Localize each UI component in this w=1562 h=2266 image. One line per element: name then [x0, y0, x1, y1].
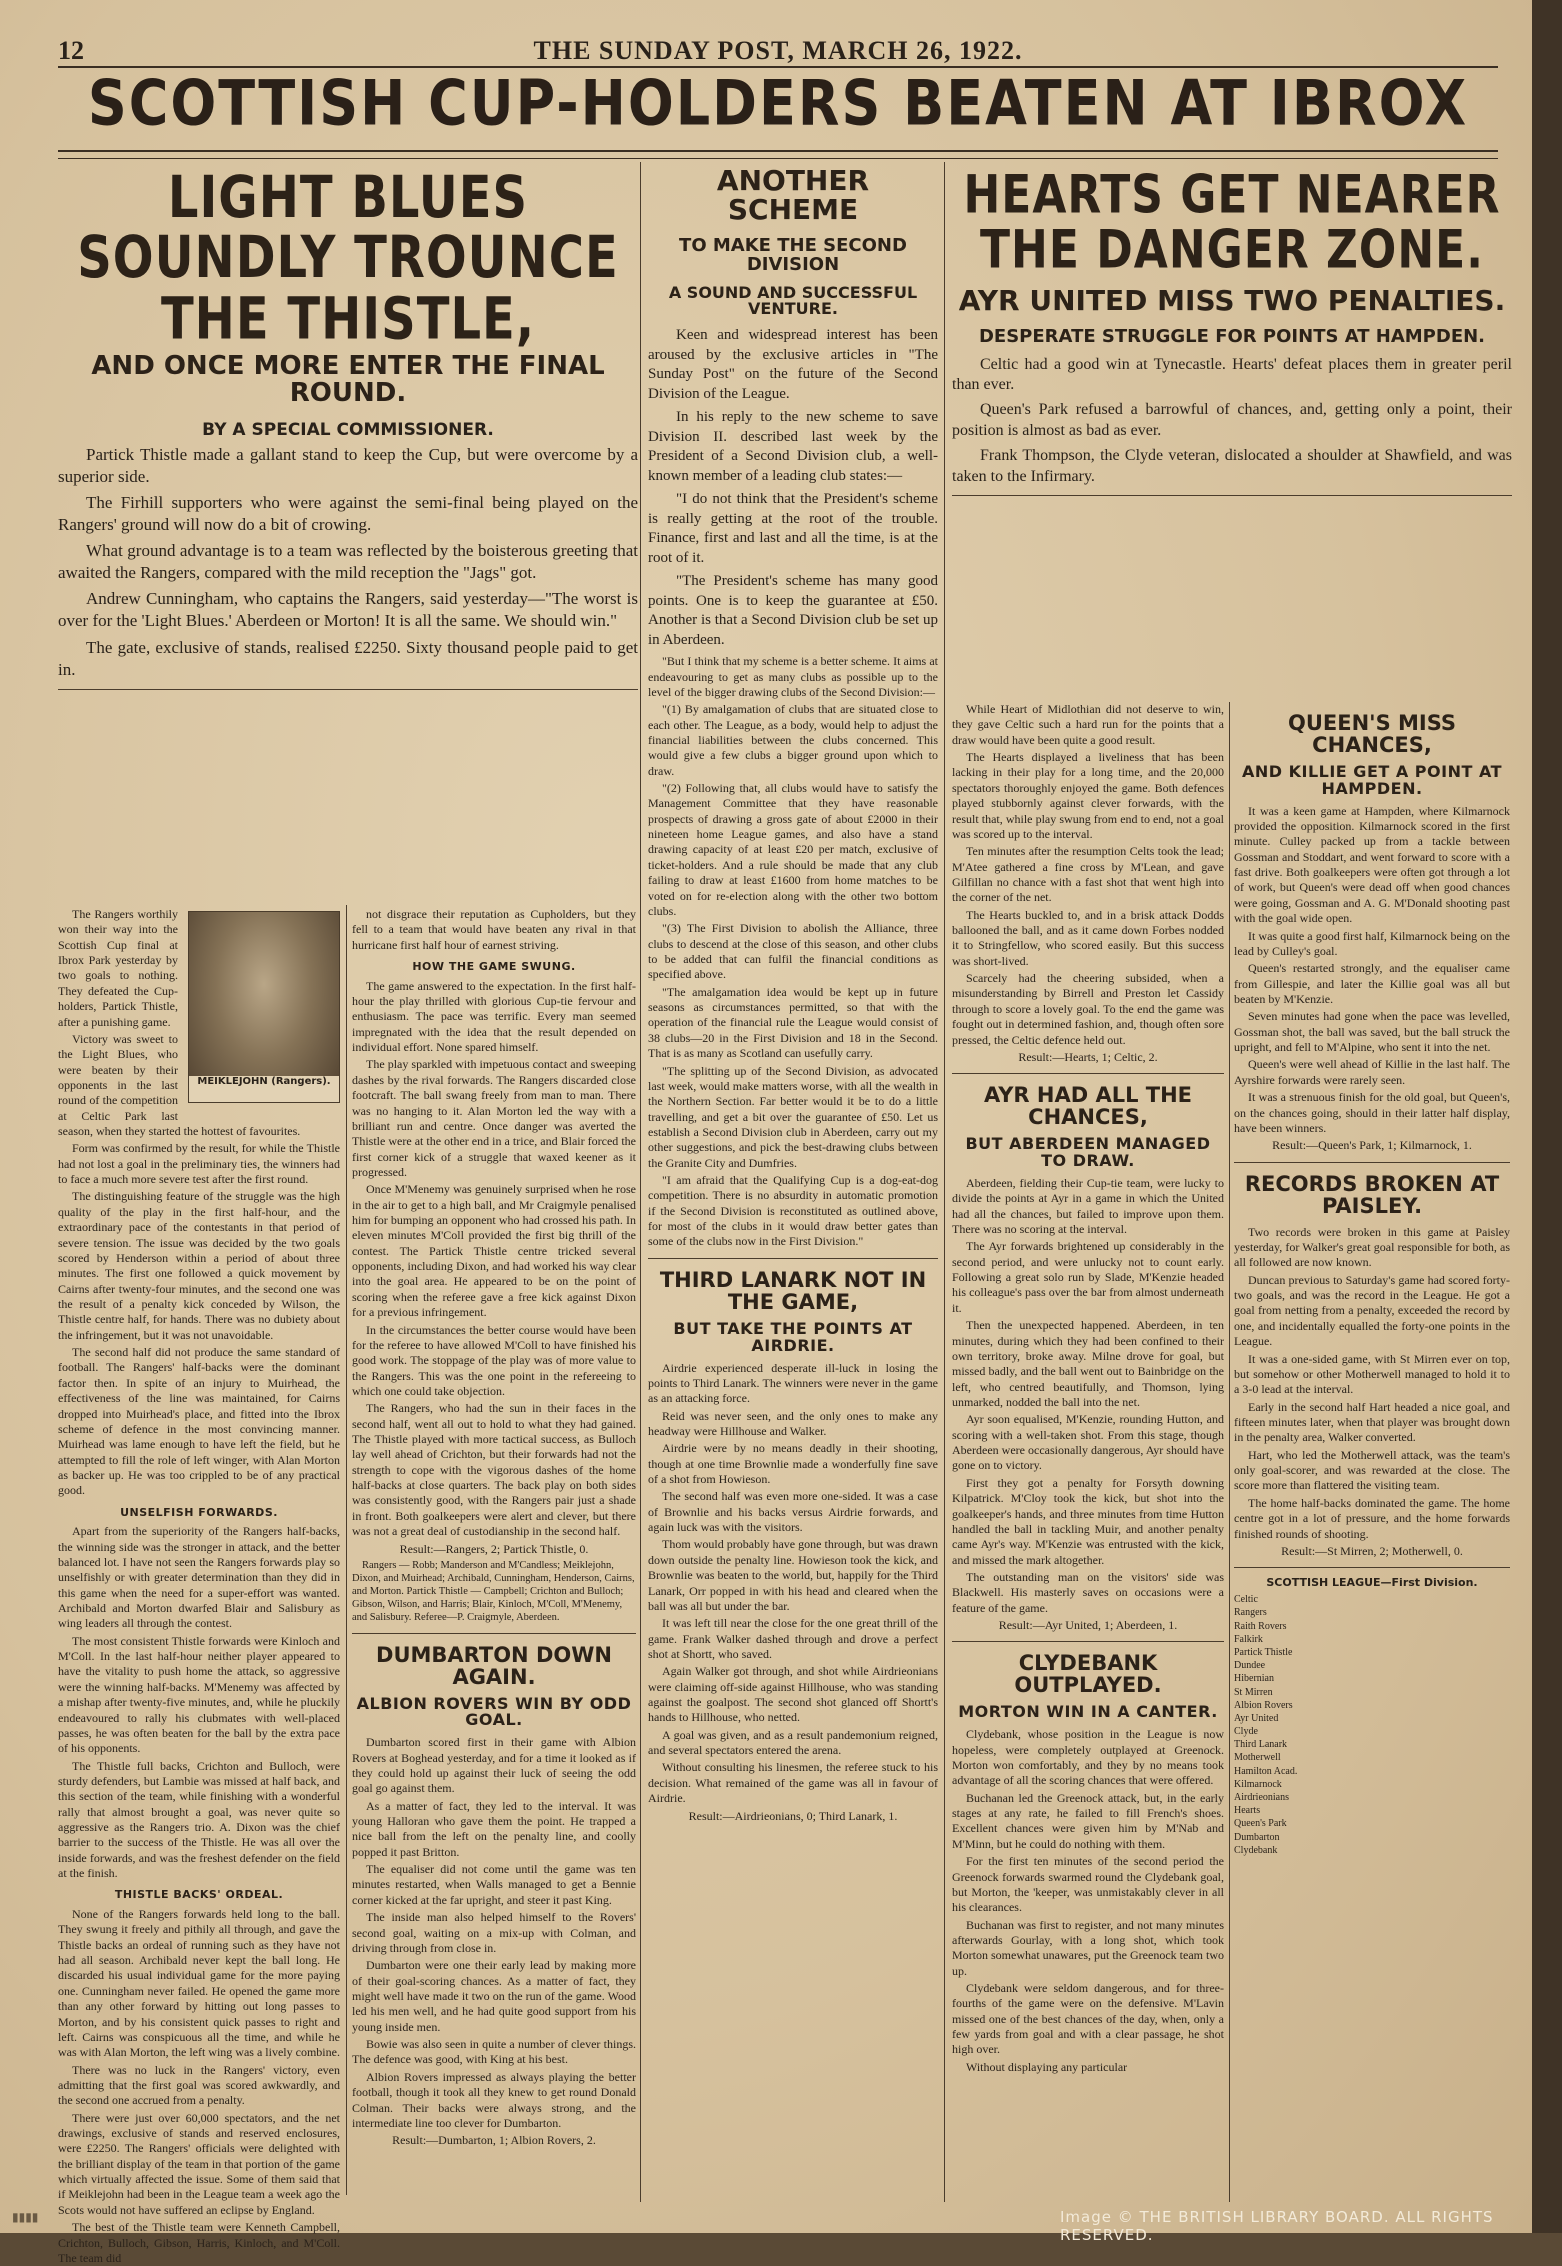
league-row: [1234, 1606, 1510, 1619]
column-rule: [944, 162, 945, 2202]
hearts-column-e: [1234, 702, 1510, 2202]
body-paragraph: As a matter of fact, they led to the interval. It was young Halloran who gave them the point. He trapped a nice ball from the left on the penalty line, and coolly popped it past Britton.: [352, 1798, 636, 1859]
body-paragraph: Buchanan led the Greenock attack, but, in the early stages at any rate, he failed to fill French's shoes. Excellent chances were given him by M'Nab and M'Minn, but he could do nothing with them.: [952, 1790, 1224, 1851]
body-paragraph: Seven minutes had gone when the pace was levelled, Gossman shot, the ball was saved, but the ball struck the upright, and fell to M'Alpine, who sent it into the net.: [1234, 1009, 1510, 1055]
body-paragraph: Aberdeen, fielding their Cup-tie team, were lucky to divide the points at Ayr in a game in which the United had all the chances, but failed to improve upon them. There was no scoring at the interval.: [952, 1175, 1224, 1237]
masthead: THE SUNDAY POST, MARCH 26, 1922.: [533, 36, 1023, 65]
portrait-caption: MEIKLEJOHN (Rangers).: [189, 1076, 339, 1102]
body-paragraph: The inside man also helped himself to the Rovers' second goal, waiting on a mix-up with Colman, and driving through from close in.: [352, 1910, 636, 1955]
league-club: Hibernian: [1234, 1673, 1274, 1685]
league-row: [1234, 1751, 1510, 1764]
rangers-column-b: [352, 907, 636, 2207]
league-club: Clydebank: [1234, 1844, 1278, 1856]
article-rangers-byline: BY A SPECIAL COMMISSIONER.: [202, 419, 494, 440]
body-paragraph: Once M'Menemy was genuinely surprised when he rose in the air to get to a high ball, and Mr Craigmyle penalised him for bumping an opponent who had crossed his path. In eleven minutes M'Coll provided the first big thrill of the contest. The Partick Thistle centre tricked several opponents, including Dixon, and had worked his way clear into the goal area. He appeared to be on the point of scoring when the referee gave a free kick against Dixon for a previous infringement.: [352, 1182, 636, 1320]
article-hearts: [952, 162, 1512, 2202]
body-paragraph: Airdrie were by no means deadly in their shooting, though at one time Brownlie made a wonderfully fine save of a shot from Howieson.: [648, 1441, 938, 1487]
article-dumbarton-title: DUMBARTON DOWN AGAIN.: [376, 1642, 612, 1689]
subheading: UNSELFISH FORWARDS.: [120, 1505, 278, 1519]
league-row: [1234, 1712, 1510, 1725]
article-queens-title: QUEEN'S MISS CHANCES,: [1287, 711, 1457, 758]
match-result: Result:—St Mirren, 2; Motherwell, 0.: [1281, 1543, 1463, 1558]
body-paragraph: Two records were broken in this game at Paisley yesterday, for Walker's great goal responsible for both, as all followed are now known.: [1234, 1224, 1510, 1270]
body-paragraph: Thom would probably have gone through, but was drawn down outside the penalty line. Howieson took the kick, and Brownlie was beaten to the world, but, happily for the Third Lanark, Orr popped in with his head and cleared when the ball was all but under the bar.: [648, 1537, 938, 1613]
body-paragraph: The second half was even more one-sided. It was a case of Brownlie and his backs versus Airdrie forwards, and again luck was with the visitors.: [648, 1489, 938, 1535]
lead-paragraph: Andrew Cunningham, who captains the Rangers, said yesterday—"The worst is over for the 'Light Blues.' Aberdeen or Morton! It is all the same. We should win.": [58, 589, 638, 631]
body-paragraph: Hart, who led the Motherwell attack, was the team's only goal-scorer, and was rewarded at the close. The score more than flattered the visiting team.: [1234, 1447, 1510, 1493]
body-paragraph: Without displaying any particular: [966, 2059, 1128, 2074]
section-divider: [952, 1641, 1224, 1642]
body-paragraph: Reid was never seen, and the only ones to make any headway were Hillhouse and Walker.: [648, 1408, 938, 1438]
body-paragraph: Victory was sweet to the Light Blues, who were beaten by their opponents in the last round of the competition at Celtic Park last season, when they started the hottest of favourites.: [58, 1031, 301, 1139]
league-row: [1234, 1765, 1510, 1778]
column-rule: [1229, 702, 1230, 2202]
lead-paragraph: "I do not think that the President's scheme is really getting at the root of the trouble. Finance, first and last and all the time, is at the root of it.: [648, 491, 938, 566]
section-divider: [58, 689, 638, 690]
article-rangers-title: LIGHT BLUES SOUNDLY TROUNCE THE THISTLE,: [77, 164, 619, 353]
league-row: [1234, 1593, 1510, 1606]
league-club: Motherwell: [1234, 1752, 1281, 1764]
body-paragraph: It was a strenuous finish for the old goal, but Queen's, on the chances going, should in their latter half display, have been winners.: [1234, 1090, 1510, 1135]
league-row: [1234, 1633, 1510, 1646]
body-paragraph: The outstanding man on the visitors' side was Blackwell. His masterly saves on occasions were a feature of the game.: [952, 1569, 1224, 1615]
league-club: Rangers: [1234, 1607, 1267, 1619]
body-paragraph: "The amalgamation idea would be kept up in future seasons as circumstances permitted, so that with the operation of the financial rule the League would consist of 38 clubs—20 in the First Division and 18 in the Second. That is as many as Scotland can usefully carry.: [648, 984, 938, 1061]
league-club: Dundee: [1234, 1660, 1266, 1672]
lead-paragraph: Frank Thompson, the Clyde veteran, dislocated a shoulder at Shawfield, and was taken to the Infirmary.: [952, 446, 1512, 485]
body-paragraph: Form was confirmed by the result, for while the Thistle had not lost a goal in the preliminary ties, the winners had to face a much more severe test after the first round.: [58, 1141, 340, 1187]
league-table: [1234, 1593, 1510, 1857]
lead-paragraph: In his reply to the new scheme to save Division II. described last week by the President of a Second Division club, a well-known member of a leading club states:—: [648, 409, 938, 484]
body-paragraph: There was no luck in the Rangers' victory, even admitting that the first goal was scored awkwardly, and the second one accrued from a penalty.: [58, 2062, 340, 2108]
body-paragraph: The distinguishing feature of the struggle was the high quality of the play in the first half-hour, and the extraordinary pace of the contestants in that period of severe tension. The issue was decided by the two goals scored by Henderson within a period of about three minutes. The first one followed a quick movement by Cairns after twenty-four minutes, and the second one was the result of a penalty kick conceded by Wilson, the Thistle centre half, for hands. There was no dubiety about the infringement, but it was not unavoidable.: [58, 1189, 340, 1342]
league-row: [1234, 1778, 1510, 1791]
section-divider: [952, 495, 1512, 496]
subheading: HOW THE GAME SWUNG.: [412, 960, 576, 974]
copyright-notice: Image © THE BRITISH LIBRARY BOARD. ALL RIGHTS RESERVED.: [1060, 2208, 1494, 2244]
body-paragraph: Scarcely had the cheering subsided, when a misunderstanding by Birrell and Preston let Cassidy through to score a lovely goal. To the end the game was fought out in determined fashion, and, though often sore pressed, the Celtic defence held out.: [952, 971, 1224, 1047]
article-queens-subtitle: AND KILLIE GET A POINT AT HAMPDEN.: [1241, 762, 1503, 798]
body-paragraph: There were just over 60,000 spectators, and the net drawings, exclusive of stands and reserved enclosures, were £2250. The Rangers' officials were delighted with the brilliant display of the team in that portion of the game which virtually affected the issue. Some of them said that if Meiklejohn had been in the League team a week ago the Scots would not have suffered an eclipse by England.: [58, 2110, 340, 2217]
league-row: [1234, 1817, 1510, 1830]
body-paragraph: It was quite a good first half, Kilmarnock being on the lead by Culley's goal.: [1234, 928, 1510, 958]
body-paragraph: The second half did not produce the same standard of football. The Rangers' half-backs were the dominant factor then. In spite of an injury to Muirhead, the effectiveness of the line was maintained, for Cairns dropped into Muirhead's place, and fitted into the Ibrox scheme of defence in the most convincing manner. Muirhead was lame enough to have left the field, but he attempted to fill the role of left winger, with Alan Morton as backer up. He was too crippled to be of any practical good.: [58, 1345, 340, 1498]
banner-rule: [58, 150, 1498, 159]
body-paragraph: Again Walker got through, and shot while Airdrieonians were claiming off-side against Hillhouse, who was standing against the goalpost. The second shot glanced off Shortt's hands to Hillhouse, who netted.: [648, 1664, 938, 1725]
body-paragraph: Clydebank, whose position in the League is now hopeless, were completely outplayed at Greenock. Morton won comfortably, and they by no means took advantage of all the scoring chances that were offered.: [952, 1727, 1224, 1788]
league-club: Hearts: [1234, 1805, 1261, 1817]
margin-mark: ▮▮▮▮: [12, 2210, 39, 2224]
league-club: Celtic: [1234, 1594, 1258, 1606]
league-row: [1234, 1646, 1510, 1659]
section-divider: [1234, 1162, 1510, 1163]
rangers-column-a: [58, 907, 340, 2265]
body-paragraph: Without consulting his linesmen, the referee stuck to his decision. What remained of the game was all in favour of Airdrie.: [648, 1760, 938, 1806]
body-paragraph: not disgrace their reputation as Cupholders, but they fell to a team that would have beaten any rival in that hurricane first half hour of earnest striving.: [352, 907, 636, 952]
body-paragraph: "I am afraid that the Qualifying Cup is a dog-eat-dog competition. There is no absurdity in automatic promotion if the Second Division is reconstituted as outlined above, for most of the clubs in it would draw better gates than some of the clubs now in the First Division.": [648, 1173, 938, 1249]
body-paragraph: Bowie was also seen in quite a number of clever things. The defence was good, with King at his best.: [352, 2037, 636, 2067]
section-divider: [352, 1633, 636, 1634]
body-paragraph: Dumbarton scored first in their game with Albion Rovers at Boghead yesterday, and for a time it looked as if they could hold up against their luck of seeing the odd goal go against them.: [352, 1735, 636, 1796]
league-table-title: SCOTTISH LEAGUE—First Division.: [1266, 1576, 1478, 1590]
body-paragraph: The Thistle full backs, Crichton and Bulloch, were sturdy defenders, but Lambie was missed at half back, and this section of the team, while finishing with a wonderful rally that almost brought a goal, was never quite so aggressive as the Rangers trio. A. Dixon was the chief barrier to the success of the Thistle. He was all over the inside forwards, and was the freshest defender on the field at the finish.: [58, 1758, 340, 1881]
body-paragraph: "But I think that my scheme is a better scheme. It aims at endeavouring to get as many clubs as possible up to the level of the bigger drawing clubs of the Second Division:—: [648, 654, 938, 699]
league-club: Queen's Park: [1234, 1818, 1287, 1830]
article-scheme-subtitle: TO MAKE THE SECOND DIVISION: [679, 234, 907, 275]
match-result: Result:—Dumbarton, 1; Albion Rovers, 2.: [392, 2133, 596, 2148]
match-result: Result:—Queen's Park, 1; Kilmarnock, 1.: [1272, 1138, 1472, 1153]
lead-paragraph: The Firhill supporters who were against the semi-final being played on the Rangers' ground will now do a bit of crowing.: [58, 492, 638, 535]
body-paragraph: Airdrie experienced desperate ill-luck in losing the points to Third Lanark. The winners were never in the game as an attacking force.: [648, 1360, 938, 1406]
body-paragraph: The Rangers worthily won their way into the Scottish Cup final at Ibrox Park yesterday by two goals to nothing. They defeated the Cup-holders, Partick Thistle, after a punishing game.: [58, 907, 178, 1029]
body-paragraph: While Heart of Midlothian did not deserve to win, they gave Celtic such a hard run for the points that a draw would have been quite a good result.: [952, 702, 1224, 747]
body-paragraph: It was a one-sided game, with St Mirren ever on top, but somehow or other Motherwell managed to hold it to a 3-0 lead at the interval.: [1234, 1351, 1510, 1397]
body-paragraph: It was left till near the close for the one great thrill of the game. Frank Walker dashed through and drove a perfect shot at Shortt, who saved.: [648, 1616, 938, 1661]
league-row: [1234, 1725, 1510, 1738]
lead-paragraph: Keen and widespread interest has been aroused by the exclusive articles in "The Sunday Post" on the future of the Second Division of the League.: [648, 327, 938, 402]
match-result: Result:—Hearts, 1; Celtic, 2.: [1018, 1049, 1158, 1064]
body-paragraph: Dumbarton were one their early lead by making more of their goal-scoring chances. As a matter of fact, they might well have made it two on the run of the game. Wood led his men well, and he had quite good support from his young inside men.: [352, 1958, 636, 2034]
body-paragraph: The Rangers, who had the sun in their faces in the second half, went all out to hold to what they had gained. The Thistle played with more tactical success, as Bulloch lay well ahead of Crichton, but their forwards had not the strength to cope with the vigorous dashes of the home half-backs at close quarters. The back play on both sides was consistently good, with the Rangers pair just a shade in front. Both goalkeepers were alert and clever, but there was not a great deal of custodianship in the second half.: [352, 1401, 636, 1539]
body-paragraph: Buchanan was first to register, and not many minutes afterwards Gourlay, with a long shot, which took Morton somewhat unawares, put the Greenock team two up.: [952, 1917, 1224, 1978]
body-paragraph: In the circumstances the better course would have been for the referee to have allowed M'Coll to have finished his good work. The stoppage of the play was of more value to the Rangers. This was the one point in the refereeing to which one could take objection.: [352, 1322, 636, 1398]
league-club: Ayr United: [1234, 1712, 1279, 1724]
body-paragraph: The best of the Thistle team were Kenneth Campbell, Crichton, Bulloch, Gibson, Harris, Kinloch, and M'Coll. The team did: [58, 2220, 340, 2265]
hearts-column-d: [952, 702, 1224, 2202]
body-paragraph: First they got a penalty for Forsyth downing Kilpatrick. M'Cloy took the kick, but shot into the goalkeeper's hands, and three minutes from time Hutton handled the ball in tackling Muir, and another penalty came Ayr's way. M'Kenzie was entrusted with the kick, and missed the mark altogether.: [952, 1475, 1224, 1567]
article-thirdlanark-subtitle: BUT TAKE THE POINTS AT AIRDRIE.: [673, 1318, 913, 1355]
section-divider: [648, 1258, 938, 1259]
article-thirdlanark-title: THIRD LANARK NOT IN THE GAME,: [659, 1267, 927, 1314]
league-club: Albion Rovers: [1234, 1699, 1293, 1711]
league-club: St Mirren: [1234, 1686, 1273, 1698]
lead-paragraph: The gate, exclusive of stands, realised £2250. Sixty thousand people paid to get in.: [58, 637, 638, 679]
body-paragraph: Queen's were well ahead of Killie in the last half. The Ayrshire forwards were rarely seen.: [1234, 1057, 1510, 1087]
body-paragraph: The game answered to the expectation. In the first half-hour the play thrilled with glorious Cup-tie fervour and enthusiasm. The pace was terrific. Every man seemed impregnated with the idea that the result depended on individual effort. None spared himself.: [352, 978, 636, 1055]
article-hearts-title: HEARTS GET NEARER THE DANGER ZONE.: [963, 164, 1501, 282]
article-scheme-title: ANOTHER SCHEME: [716, 164, 870, 227]
banner-headline: SCOTTISH CUP-HOLDERS BEATEN AT IBROX: [87, 66, 1469, 140]
body-paragraph: The Hearts displayed a liveliness that has been lacking in their play for a long time, and the 20,000 spectators thoroughly enjoyed the game. Both defences played stubbornly against clever forwards, with the result that, while play swung from end to end, not a goal was scored up to the interval.: [952, 750, 1224, 841]
body-paragraph: The play sparkled with impetuous contact and sweeping dashes by the rival forwards. The Rangers discarded close footcraft. The ball swang freely from man to man. There was no hanging to it. Alan Morton led the way with a brilliant run and centre. Once danger was averted the Thistle were at the other end in a trice, and Blair forced the first corner kick of a struggle that waxed keener as it progressed.: [352, 1057, 636, 1179]
body-paragraph: "The splitting up of the Second Division, as advocated last week, would make matters worse, with all the wealth in the Northern Section. Far better would it be to do a little travelling, and get a bit over the guarantee of £50. Let us establish a Second Division club in Aberdeen, carry out my other suggestions, and pick the best-drawing clubs between the Granite City and Dumfries.: [648, 1063, 938, 1170]
body-paragraph: Albion Rovers impressed as always playing the better football, though it took all they knew to get round Donald Colman. Their backs were always strong, and the intermediate line too clever for Dumbarton.: [352, 2069, 636, 2130]
page-number: 12: [58, 36, 84, 65]
body-paragraph: The Ayr forwards brightened up considerably in the second period, and were unlucky not to count early. Following a great solo run by Slade, M'Kenzie headed his colleague's pass over the bar from almost underneath it.: [952, 1239, 1224, 1315]
article-rangers-subtitle: AND ONCE MORE ENTER THE FINAL ROUND.: [91, 351, 605, 409]
body-paragraph: The Hearts buckled to, and in a brisk attack Dodds ballooned the ball, and as it came down Forbes nodded it to Stringfellow, who scored easily. But this success was short-lived.: [952, 907, 1224, 968]
article-ayr-subtitle: BUT ABERDEEN MANAGED TO DRAW.: [965, 1134, 1211, 1171]
body-paragraph: The home half-backs dominated the game. The home centre got in a lot of pressure, and the home forwards finished rounds of shooting.: [1234, 1495, 1510, 1541]
page-edge: [1532, 0, 1562, 2233]
match-result: Result:—Rangers, 2; Partick Thistle, 0.: [399, 1541, 589, 1556]
article-second-division: [648, 162, 938, 2202]
league-row: [1234, 1831, 1510, 1844]
article-clydebank-subtitle: MORTON WIN IN A CANTER.: [958, 1702, 1218, 1722]
article-hearts-subtitle: AYR UNITED MISS TWO PENALTIES.: [958, 284, 1506, 318]
league-club: Clyde: [1234, 1726, 1258, 1738]
article-ayr-title: AYR HAD ALL THE CHANCES,: [983, 1083, 1193, 1130]
player-portrait: [188, 911, 340, 1103]
body-paragraph: Duncan previous to Saturday's game had scored forty-two goals, and was the record in the League. He got a goal from netting from a penalty, exceeded the record by one, and incidentally equalled the forty-one points in the League.: [1234, 1272, 1510, 1349]
league-club: Airdrieonians: [1234, 1792, 1289, 1804]
lead-paragraph: Partick Thistle made a gallant stand to keep the Cup, but were overcome by a superior side.: [58, 444, 638, 486]
body-paragraph: "(1) By amalgamation of clubs that are situated close to each other. The League, as a body, would help to adjust the financial liabilities between the clubs concerned. This would give a few clubs a bigger ground upon which to draw.: [648, 702, 938, 778]
body-paragraph: It was a keen game at Hampden, where Kilmarnock provided the opposition. Kilmarnock scored in the first minute. Culley packed up from a tackle between Gossman and Stoddart, and went forward to score with a fast drive. Both goalkeepers were often got through a lot of work, but Queen's were dead off when good chances were going, Gossman and A. G. M'Donald shooting past with the goal wide open.: [1234, 803, 1510, 926]
article-scheme-sub2: A SOUND AND SUCCESSFUL VENTURE.: [668, 282, 918, 319]
column-rule: [346, 905, 347, 2195]
league-club: Hamilton Acad.: [1234, 1765, 1298, 1777]
lead-paragraph: Celtic had a good win at Tynecastle. Hearts' defeat places them in greater peril than ever.: [952, 355, 1512, 394]
body-paragraph: Ten minutes after the resumption Celts took the lead; M'Atee gathered a fine cross by M'Lean, and gave Gilfillan no chance with a fast shot that went high into the corner of the net.: [952, 844, 1224, 905]
body-paragraph: A goal was given, and as a result pandemonium reigned, and several spectators entered the arena.: [648, 1727, 938, 1758]
league-row: [1234, 1659, 1510, 1672]
section-divider: [952, 1073, 1224, 1074]
body-paragraph: The most consistent Thistle forwards were Kinloch and M'Coll. In the last half-hour neither player appeared to have the vitality to push home the attack, so aggressive were the winning half-backs. M'Menemy was affected by a mishap after twenty-five minutes, and, while he pluckily endeavoured to rally his clubmates with well-placed passes, he was often beaten for the ball by the extra pace of his opponents.: [58, 1633, 340, 1756]
league-club: Third Lanark: [1234, 1739, 1288, 1751]
body-paragraph: The equaliser did not come until the game was ten minutes restarted, when Walls managed to get a Bennie corner kicked at the far upright, and steer it past King.: [352, 1862, 636, 1907]
league-row: [1234, 1844, 1510, 1857]
body-paragraph: Apart from the superiority of the Rangers half-backs, the winning side was the stronger in attack, and the better balanced lot. I have not seen the Rangers forwards play so unselfishly or with greater determination than they did in this game when the need for a super-effort was wanted. Archibald and Morton dwarfed Blair and Salisbury as wing leaders all through the contest.: [58, 1524, 340, 1631]
body-paragraph: None of the Rangers forwards held long to the ball. They swung it freely and pithily all through, and gave the Thistle backs an ordeal of running such as they have not had all season. Archibald never kept the ball long. He discarded his usual individual game for the more paying one. Cunningham never failed. He opened the game more than any other forward by hitting out long passes to Morton, and by his consistent quick passes to right and left. Cairns was conspicuous all the time, and while he was with Alan Morton, the left wing was a lively combine.: [58, 1907, 340, 2060]
article-rangers-lead: [58, 444, 638, 681]
column-rule: [640, 162, 641, 2202]
body-paragraph: For the first ten minutes of the second period the Greenock forwards swarmed round the Clydebank goal, but Morton, the 'keeper, was unmistakably clever in all his clearances.: [952, 1854, 1224, 1915]
league-club: Falkirk: [1234, 1633, 1263, 1645]
body-paragraph: Clydebank were seldom dangerous, and for three-fourths of the game were on the defensive. M'Lavin missed one of the best chances of the day, when, only a few yards from goal and with a clear passage, he shot high over.: [952, 1981, 1224, 2057]
league-row: [1234, 1699, 1510, 1712]
team-lineups: Rangers — Robb; Manderson and M'Candless; Meiklejohn, Dixon, and Muirhead; Archibald, Cunningham, Henderson, Cairns, and Morton. Partick Thistle — Campbell; Crichton and Bulloch; Gibson, Wilson, and Harris; Blair, Kinloch, M'Coll, M'Menemy, and Salisbury. Referee—P. Craigmyle, Aberdeen.: [352, 1559, 635, 1624]
league-row: [1234, 1686, 1510, 1699]
match-result: Result:—Airdrieonians, 0; Third Lanark, 1.: [688, 1808, 898, 1823]
body-paragraph: Queen's restarted strongly, and the equaliser came from Gillespie, and later the Killie goal was all but beaten by M'Kenzie.: [1234, 961, 1510, 1006]
body-paragraph: Early in the second half Hart headed a nice goal, and fifteen minutes later, when that player was brought down in the penalty area, Walker converted.: [1234, 1399, 1510, 1445]
body-paragraph: Then the unexpected happened. Aberdeen, in ten minutes, during which they had been confined to their own territory, broke away. Milne drove for goal, but missed badly, and the ball went out to Bainbridge on the left, who centred beautifully, and Thomson, lying unmarked, nodded the ball into the net.: [952, 1318, 1224, 1409]
league-club: Raith Rovers: [1234, 1620, 1287, 1632]
league-row: [1234, 1620, 1510, 1633]
article-dumbarton-subtitle: ALBION ROVERS WIN BY ODD GOAL.: [356, 1693, 632, 1730]
league-club: Dumbarton: [1234, 1831, 1280, 1843]
league-club: Partick Thistle: [1234, 1646, 1293, 1658]
body-paragraph: "(3) The First Division to abolish the Alliance, three clubs to descend at the close of this season, and other clubs to be added that can fulfil the financial conditions as specified above.: [648, 921, 938, 982]
lead-paragraph: Queen's Park refused a barrowful of chances, and, getting only a point, their position is almost as bad as ever.: [952, 401, 1512, 440]
league-row: [1234, 1804, 1510, 1817]
body-paragraph: "(2) Following that, all clubs would have to satisfy the Management Committee that they have reasonable prospects of drawing a gross gate of about £2000 in their nineteen home League games, and also have a stand drawing capacity of at least £20 per match, exclusive of ticket-holders. And a rule should be made that any club failing to draw at least £1600 from home matches to be voted on for re-election along with the other two bottom clubs.: [648, 781, 938, 918]
match-result: Result:—Ayr United, 1; Aberdeen, 1.: [998, 1618, 1178, 1633]
lead-paragraph: What ground advantage is to a team was reflected by the boisterous greeting that awaited the Rangers, compared with the mild reception the "Jags" got.: [58, 541, 638, 583]
league-club: Kilmarnock: [1234, 1778, 1282, 1790]
section-divider: [1234, 1567, 1510, 1568]
article-records-title: RECORDS BROKEN AT PAISLEY.: [1244, 1171, 1500, 1218]
article-clydebank-title: CLYDEBANK OUTPLAYED.: [1014, 1651, 1162, 1698]
body-paragraph: Ayr soon equalised, M'Kenzie, rounding Hutton, and scoring with a well-taken shot. From this stage, though Aberdeen were occasionally dangerous, Ayr should have gone on to victory.: [952, 1412, 1224, 1473]
league-row: [1234, 1791, 1510, 1804]
lead-paragraph: "The President's scheme has many good points. One is to keep the guarantee at £50. Another is that a Second Division club be set up in Aberdeen.: [648, 573, 938, 648]
league-row: [1234, 1672, 1510, 1685]
subheading: THISTLE BACKS' ORDEAL.: [114, 1888, 284, 1902]
page-header: [58, 36, 1498, 68]
article-rangers: [58, 162, 638, 2265]
article-hearts-sub2: DESPERATE STRUGGLE FOR POINTS AT HAMPDEN.: [978, 325, 1486, 347]
league-row: [1234, 1738, 1510, 1751]
